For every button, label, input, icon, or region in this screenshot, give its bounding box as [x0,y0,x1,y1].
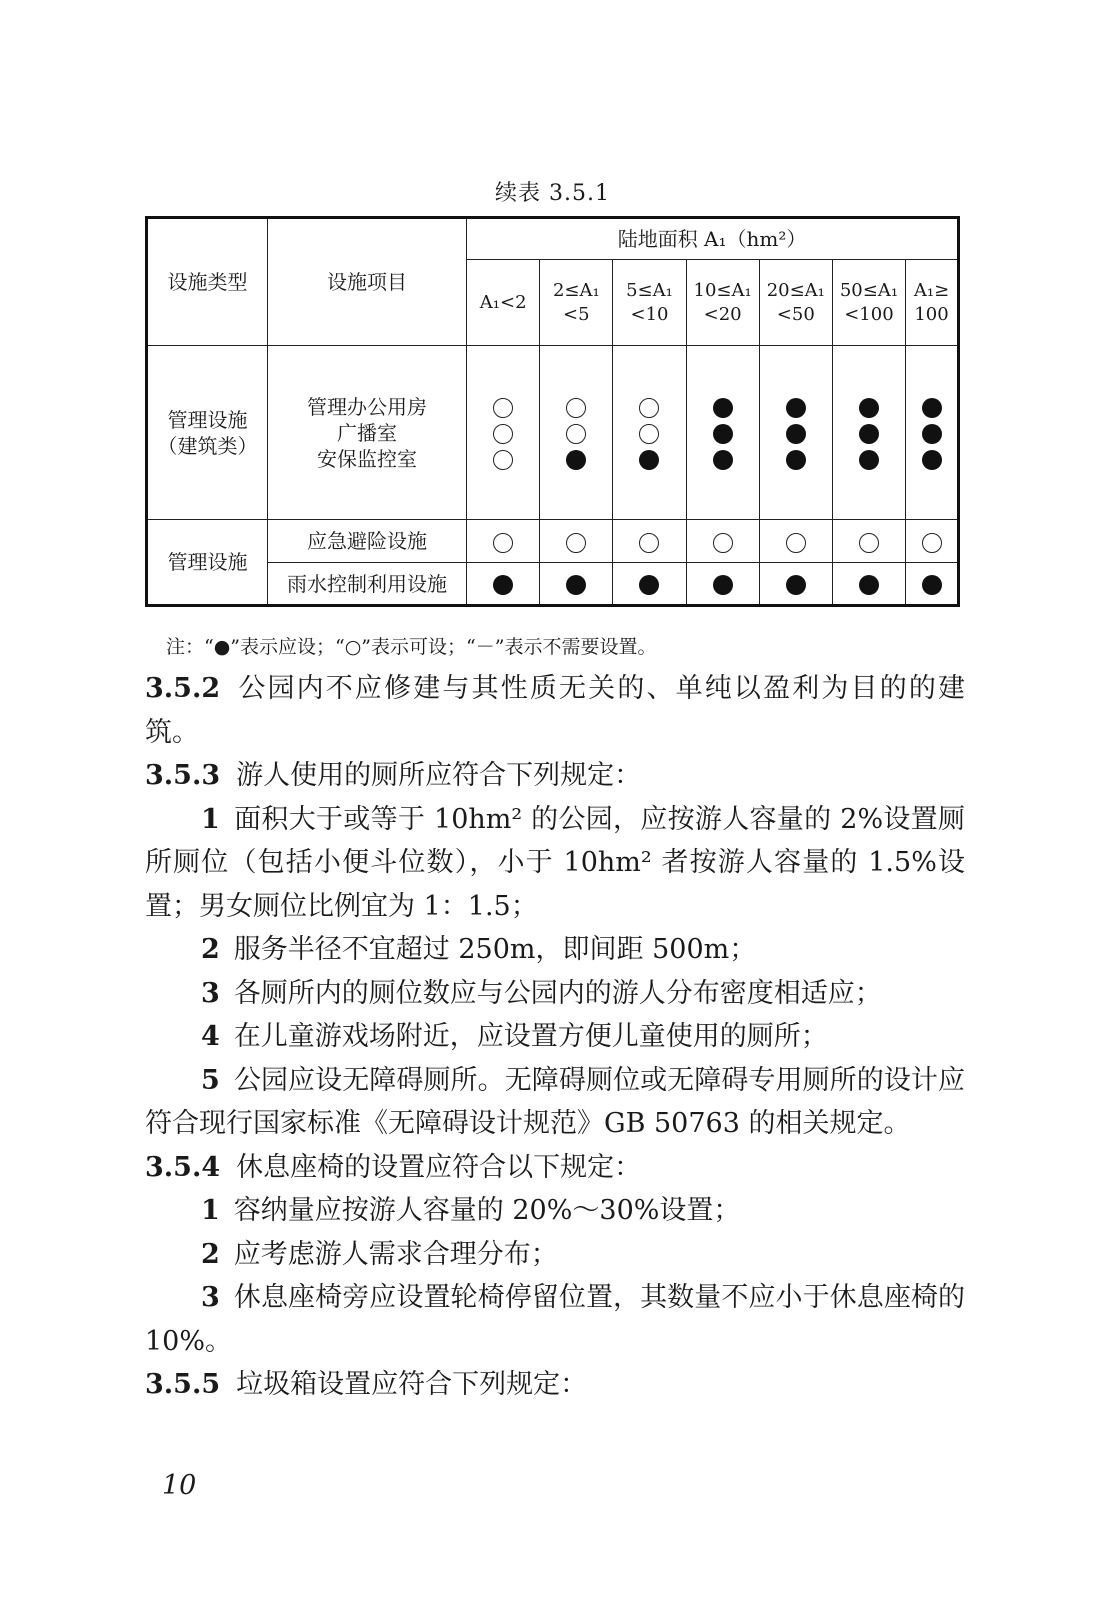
range-line2: <10 [630,303,669,325]
symbol-cell [540,520,613,563]
symbol-column [613,346,686,520]
item-number: 1 [201,803,220,835]
symbol-cell [687,420,759,446]
symbol-cell [540,563,613,606]
filled-circle-icon [786,450,806,470]
clause-item [145,798,965,929]
item-number: 2 [201,934,220,965]
range-line2: <50 [776,303,815,325]
clause-body: 垃圾箱设置应符合下列规定： [236,1369,588,1400]
header-item: 设施项目 [267,218,466,346]
filled-circle-icon [566,575,586,595]
range-header-5 [832,260,905,346]
clause-paragraph [145,1146,965,1190]
range-header-1 [540,260,613,346]
range-line2: <20 [703,303,742,325]
symbol-cell [613,420,685,446]
symbol-cell [613,563,686,606]
symbol-cell [833,446,905,472]
symbol-cell [833,420,905,446]
facility-item-name: 安保监控室 [317,446,417,471]
page-number: 10 [162,1470,197,1501]
symbol-cell [759,563,832,606]
clause-text [145,667,965,1407]
open-circle-icon [566,398,586,418]
open-circle-icon [566,424,586,444]
filled-circle-icon [859,575,879,595]
range-header-2 [613,260,686,346]
symbol-cell [760,446,832,472]
symbol-cell [540,446,612,472]
item-number: 1 [201,1195,220,1226]
item-body: 休息座椅旁应设置轮椅停留位置，其数量不应小于休息座椅的 10%。 [145,1282,965,1357]
symbol-cell [906,563,959,606]
filled-circle-icon [786,575,806,595]
table-row [147,520,959,563]
facility-item-name: 应急避险设施 [267,520,466,563]
table-row [147,563,959,606]
filled-circle-icon [713,450,733,470]
clause-item [145,1233,965,1277]
symbol-column [832,346,905,520]
filled-circle-icon [713,398,733,418]
clause-paragraph [145,667,965,754]
facility-type [147,346,268,520]
symbol-column [540,346,613,520]
symbol-column [467,346,540,520]
clause-body: 游人使用的厕所应符合下列规定： [236,760,642,791]
symbol-column [686,346,759,520]
table-row [147,346,959,520]
filled-circle-icon [859,450,879,470]
symbol-cell [906,446,957,472]
filled-circle-icon [786,424,806,444]
open-circle-icon [639,398,659,418]
item-number: 5 [201,1064,220,1096]
range-line1: 20≤A₁ [766,280,825,302]
symbol-cell [467,420,539,446]
filled-circle-icon [922,398,942,418]
symbol-column [906,346,959,520]
range-line1: A₁≥ [913,280,950,302]
header-area: 陆地面积 A₁（hm²） [467,218,959,260]
facility-type-line1: 管理设施 [167,550,248,574]
symbol-cell [906,420,957,446]
table-note: 注：“●”表示应设；“○”表示可设；“－”表示不需要设置。 [166,636,657,658]
item-number: 2 [201,1238,220,1270]
range-line1: 50≤A₁ [839,280,899,302]
clause-paragraph [145,754,965,798]
symbol-cell [613,520,686,563]
item-body: 面积大于或等于 10hm² 的公园，应按游人容量的 2%设置厕所厕位（包括小便斗位数），小于 10hm² 者按游人容量的 1.5%设置；男女厕位比例宜为 1：1.5； [145,803,965,922]
range-header-4 [759,260,832,346]
item-body: 服务半径不宜超过 250m，即间距 500m； [233,934,757,965]
open-circle-icon [859,533,879,553]
facility-item-name: 管理办公用房 [307,394,427,419]
facility-type [147,520,268,606]
symbol-cell [686,520,759,563]
open-circle-icon [922,533,942,553]
symbol-cell [832,520,905,563]
range-line1: A₁<2 [479,291,527,313]
clause-item [145,1189,965,1233]
symbol-cell [613,446,685,472]
clause-item [145,972,965,1016]
clause-body: 休息座椅的设置应符合以下规定： [236,1151,642,1183]
open-circle-icon [493,533,513,553]
symbol-cell [687,446,759,472]
open-circle-icon [639,533,659,553]
range-line1: 10≤A₁ [693,280,752,302]
open-circle-icon [786,533,806,553]
range-line1: 2≤A₁ [552,280,600,302]
filled-circle-icon [922,424,942,444]
filled-circle-icon [493,575,513,595]
symbol-cell [687,394,759,420]
open-circle-icon [639,424,659,444]
open-circle-icon [493,450,513,470]
range-header-6 [906,260,959,346]
symbol-cell [540,420,612,446]
symbol-cell [540,394,612,420]
range-header-0 [467,260,540,346]
range-header-3 [686,260,759,346]
item-number: 4 [201,1021,220,1052]
facility-items [267,346,466,520]
item-body: 在儿童游戏场附近，应设置方便儿童使用的厕所； [233,1021,828,1052]
filled-circle-icon [639,450,659,470]
item-body: 容纳量应按游人容量的 20%～30%设置； [233,1195,741,1226]
range-line2: <100 [844,303,894,325]
symbol-cell [759,520,832,563]
facility-table [145,216,960,607]
facility-type-line2: （建筑类） [157,433,258,458]
filled-circle-icon [922,575,942,595]
clause-item [145,928,965,972]
symbol-cell [613,394,685,420]
open-circle-icon [493,398,513,418]
table-caption: 续表 3.5.1 [495,181,610,206]
symbol-cell [760,394,832,420]
symbol-cell [686,563,759,606]
filled-circle-icon [786,398,806,418]
clause-number: 3.5.4 [145,1151,221,1183]
item-number: 3 [201,1282,220,1313]
symbol-cell [467,563,540,606]
filled-circle-icon [859,398,879,418]
open-circle-icon [713,533,733,553]
clause-item [145,1015,965,1059]
filled-circle-icon [713,424,733,444]
symbol-cell [833,394,905,420]
filled-circle-icon [922,450,942,470]
open-circle-icon [566,533,586,553]
filled-circle-icon [566,450,586,470]
filled-circle-icon [713,575,733,595]
clause-number: 3.5.5 [145,1369,221,1400]
symbol-cell [467,446,539,472]
symbol-cell [467,520,540,563]
facility-item-name: 雨水控制利用设施 [267,563,466,606]
filled-circle-icon [639,575,659,595]
item-body: 公园应设无障碍厕所。无障碍厕位或无障碍专用厕所的设计应符合现行国家标准《无障碍设计规范》GB 50763 的相关规定。 [145,1064,965,1139]
symbol-cell [906,520,959,563]
facility-item-name: 广播室 [337,420,397,445]
symbol-cell [832,563,905,606]
facility-type-line1: 管理设施 [167,407,248,432]
symbol-column [759,346,832,520]
clause-body: 公园内不应修建与其性质无关的、单纯以盈利为目的的建筑。 [145,673,965,748]
item-number: 3 [201,977,220,1009]
clause-number: 3.5.3 [145,760,221,791]
clause-item [145,1059,965,1146]
range-line2: <5 [563,303,590,325]
clause-item [145,1276,965,1363]
filled-circle-icon [859,424,879,444]
clause-number: 3.5.2 [145,673,221,704]
header-type: 设施类型 [147,218,268,346]
symbol-cell [467,394,539,420]
open-circle-icon [493,424,513,444]
range-line1: 5≤A₁ [626,280,673,302]
item-body: 应考虑游人需求合理分布； [233,1238,558,1270]
item-body: 各厕所内的厕位数应与公园内的游人分布密度相适应； [233,977,882,1009]
symbol-cell [906,394,957,420]
clause-paragraph [145,1363,965,1407]
symbol-cell [760,420,832,446]
range-line2: 100 [914,303,949,325]
